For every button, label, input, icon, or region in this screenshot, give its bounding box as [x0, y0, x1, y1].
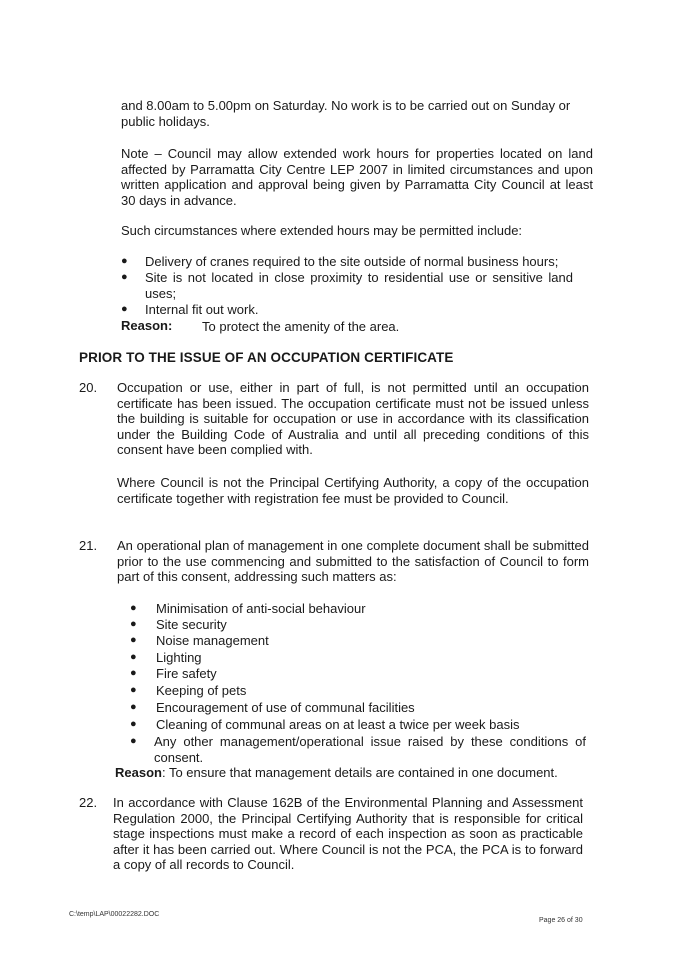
- list-item: Site security: [156, 617, 227, 632]
- bullet-dot: ●: [130, 667, 137, 679]
- condition-number: 22.: [79, 795, 98, 810]
- bullet-dot: ●: [121, 255, 128, 267]
- list-item: Noise management: [156, 633, 269, 648]
- section-heading: PRIOR TO THE ISSUE OF AN OCCUPATION CERTIFICATE: [79, 350, 454, 365]
- bullet-dot: ●: [130, 651, 137, 663]
- reason-text: To protect the amenity of the area.: [202, 319, 400, 334]
- condition-number: 21.: [79, 538, 98, 553]
- condition-20-text-2: Where Council is not the Principal Certifying Authority, a copy of the occupation certificate together with registration fee must be provided to Council.: [117, 475, 589, 506]
- paragraph-note: Note – Council may allow extended work hours for properties located on land affected by Parramatta City Centre LEP 2007 in limited circumstances and upon written application and approval being given by Parramatta City Council at least 30 days in advance.: [121, 146, 593, 208]
- bullet-dot: ●: [130, 684, 137, 696]
- condition-number: 20.: [79, 380, 98, 395]
- reason-text: : To ensure that management details are contained in one document.: [161, 765, 558, 780]
- condition-20-text: Occupation or use, either in part of full, is not permitted until an occupation certificate has been issued. The occupation certificate must not be issued unless the building is suitable for occupation or use in accordance with its classification under the Building Code of Australia and until all preceding conditions of this consent have been complied with.: [117, 380, 589, 457]
- paragraph-work-hours: and 8.00am to 5.00pm on Saturday. No work is to be carried out on Sunday or public holidays.: [121, 98, 571, 129]
- bullet-dot: ●: [130, 618, 137, 630]
- bullet-dot: ●: [130, 718, 137, 730]
- list-item: Any other management/operational issue raised by these conditions of consent.: [154, 734, 586, 765]
- reason-label: Reason: [115, 765, 162, 780]
- list-item: Encouragement of use of communal facilities: [156, 700, 415, 715]
- list-item: Lighting: [156, 650, 202, 665]
- reason-line: [115, 765, 558, 781]
- list-item: Minimisation of anti-social behaviour: [156, 601, 366, 616]
- list-item: Delivery of cranes required to the site outside of normal business hours;: [145, 254, 559, 269]
- paragraph-circumstances: Such circumstances where extended hours may be permitted include:: [121, 223, 523, 238]
- condition-22-text: In accordance with Clause 162B of the Environmental Planning and Assessment Regulation 2000, the Principal Certifying Authority that is responsible for critical stage inspections must make a record of each inspection as soon as practicable after it has been carried out. Where Council is not the PCA, the PCA is to forward a copy of all records to Council.: [113, 795, 583, 872]
- bullet-dot: ●: [121, 303, 128, 315]
- bullet-dot: ●: [130, 602, 137, 614]
- bullet-dot: ●: [130, 634, 137, 646]
- footer-page-number: Page 26 of 30: [539, 917, 583, 924]
- condition-21-text: An operational plan of management in one complete document shall be submitted prior to the use commencing and submitted to the satisfaction of Council to form part of this consent, addressing such matters as:: [117, 538, 589, 584]
- bullet-dot: ●: [121, 271, 128, 283]
- list-item: Site is not located in close proximity to residential use or sensitive land uses;: [145, 270, 573, 301]
- list-item: Fire safety: [156, 666, 217, 681]
- bullet-dot: ●: [130, 735, 137, 747]
- reason-label: Reason:: [121, 318, 173, 333]
- list-item: Keeping of pets: [156, 683, 247, 698]
- list-item: Cleaning of communal areas on at least a twice per week basis: [156, 717, 520, 732]
- list-item: Internal fit out work.: [145, 302, 259, 317]
- footer-file-path: C:\temp\LAP\00022282.DOC: [69, 911, 160, 918]
- bullet-dot: ●: [130, 701, 137, 713]
